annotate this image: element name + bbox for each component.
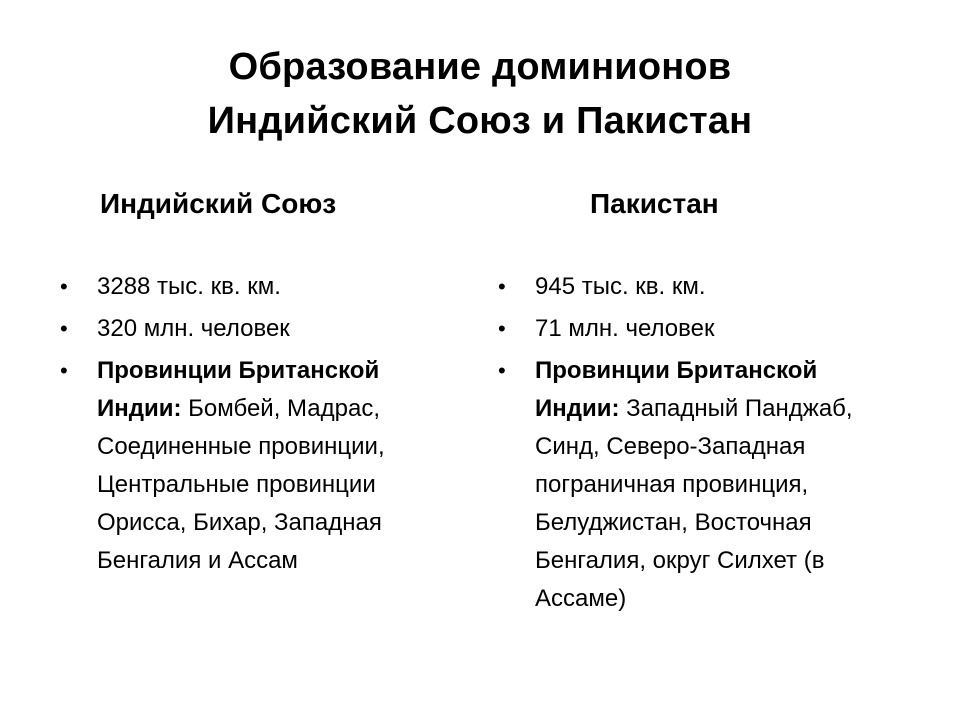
bullet-list bbox=[498, 268, 900, 622]
bullet-icon: • bbox=[498, 316, 506, 341]
bullet-icon: • bbox=[60, 274, 68, 299]
bullet-text: 320 млн. человек bbox=[97, 315, 290, 342]
bullet-bold-label: Провинции Британской Индии: bbox=[535, 357, 818, 422]
bullet-text: 3288 тыс. кв. км. bbox=[97, 273, 281, 300]
bullet-icon: • bbox=[60, 358, 68, 383]
bullet-item-provinces bbox=[60, 352, 452, 580]
bullet-item-population bbox=[498, 310, 900, 348]
bullet-list bbox=[60, 268, 452, 584]
bullet-text: 945 тыс. кв. км. bbox=[535, 273, 706, 300]
bullet-icon: • bbox=[498, 358, 506, 383]
slide-title-line-1: Образование доминионов bbox=[228, 46, 732, 88]
column-heading: Пакистан bbox=[590, 188, 719, 219]
bullet-item-area bbox=[498, 268, 900, 306]
bullet-text: 71 млн. человек bbox=[535, 315, 715, 342]
bullet-icon: • bbox=[60, 316, 68, 341]
bullet-item-population bbox=[60, 310, 452, 348]
bullet-item-area bbox=[60, 268, 452, 306]
bullet-icon: • bbox=[498, 274, 506, 299]
bullet-text: Западный Панджаб, Синд, Северо-Западная пограничная провинция, Белуджистан, Восточная Бенгалия, округ Силхет (в Ассаме) bbox=[535, 395, 853, 612]
bullet-text: Бомбей, Мадрас, Соединенные провинции, Центральные провинции Орисса, Бихар, Западная Бенгалия и Ассам bbox=[97, 395, 385, 574]
slide-title-line-2: Индийский Союз и Пакистан bbox=[207, 100, 753, 142]
slide-title bbox=[60, 40, 900, 148]
bullet-item-provinces bbox=[498, 352, 900, 618]
column-heading: Индийский Союз bbox=[100, 188, 337, 219]
bullet-bold-label: Провинции Британской Индии: bbox=[97, 357, 380, 422]
